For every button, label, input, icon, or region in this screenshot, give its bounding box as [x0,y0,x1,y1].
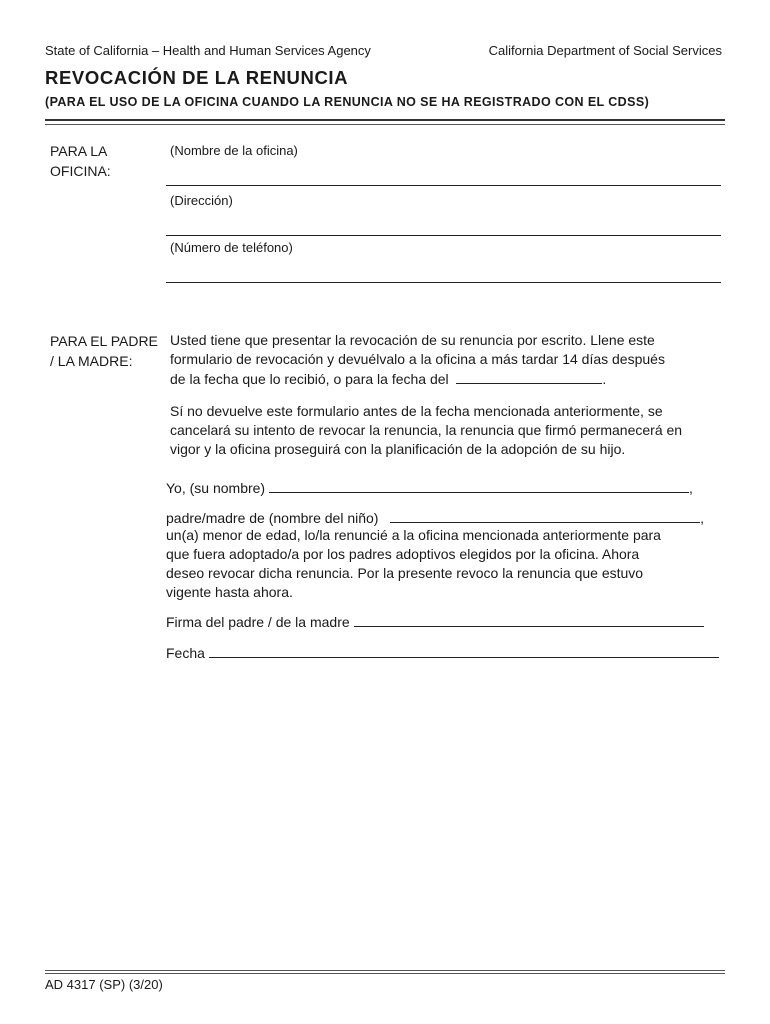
statement-line: deseo revocar dicha renuncia. Por la presente revoco la renuncia que estuvo [166,565,644,581]
parent-name-label: Yo, (su nombre) [166,480,266,496]
header-divider-thin [45,124,725,125]
parent-name-row: Yo, (su nombre) , [166,480,693,496]
date-row [166,643,719,663]
date-label: Fecha [166,645,205,661]
child-name-label: padre/madre de (nombre del niño) [166,510,379,526]
statement-line: vigente hasta ahora. [166,584,293,600]
signature-label: Firma del padre / de la madre [166,614,350,630]
statement-line: que fuera adoptado/a por los padres adoptivos elegidos por la oficina. Ahora [166,546,640,562]
form-subtitle: (PARA EL USO DE LA OFICINA CUANDO LA RENUNCIA NO SE HA REGISTRADO CON EL CDSS) [45,95,650,109]
date-field[interactable] [209,643,719,658]
deadline-date-field[interactable] [456,369,602,384]
instructions-line: Usted tiene que presentar la revocación de su renuncia por escrito. Llene este [170,332,655,348]
department-name: California Department of Social Services [488,43,722,58]
office-address-caption: (Dirección) [170,193,233,208]
statement-line: un(a) menor de edad, lo/la renuncié a la oficina mencionada anteriormente para [166,527,661,543]
warning-paragraph [170,402,730,459]
instructions-line: formulario de revocación y devuélvalo a la oficina a más tardar 14 días después [170,351,665,367]
office-label-line2: OFICINA: [50,163,111,179]
signature-field[interactable] [354,612,704,627]
warning-line: cancelará su intento de revocar la renuncia, la renuncia que firmó permanecerá en [170,422,683,438]
office-address-field[interactable] [166,235,721,236]
instructions-line: de la fecha que lo recibió, o para la fecha del [170,371,449,387]
parent-name-field[interactable] [269,478,689,493]
office-name-field[interactable] [166,185,721,186]
instructions-line-with-date: de la fecha que lo recibió, o para la fecha del . [170,371,607,387]
parent-label-line1: PARA EL PADRE [50,333,158,349]
form-number: AD 4317 (SP) (3/20) [45,977,163,992]
revocation-statement [166,526,726,602]
office-phone-caption: (Número de teléfono) [170,240,293,255]
warning-line: vigor y la oficina proseguirá con la planificación de la adopción de su hijo. [170,441,626,457]
instructions-paragraph [170,331,730,389]
agency-name: State of California – Health and Human Services Agency [45,43,371,58]
footer-divider [45,970,725,971]
child-name-field[interactable] [390,508,700,523]
header-divider [45,119,725,121]
office-name-caption: (Nombre de la oficina) [170,143,298,158]
form-title: REVOCACIÓN DE LA RENUNCIA [45,67,349,88]
office-label-line1: PARA LA [50,143,108,159]
signature-row [166,612,704,632]
parent-label-line2: / LA MADRE: [50,353,133,369]
child-name-row: padre/madre de (nombre del niño) , [166,510,705,526]
office-phone-field[interactable] [166,282,721,283]
office-label [50,141,111,181]
footer-divider-thin [45,973,725,974]
warning-line: Sí no devuelve este formulario antes de la fecha mencionada anteriormente, se [170,403,663,419]
parent-label [50,331,158,371]
